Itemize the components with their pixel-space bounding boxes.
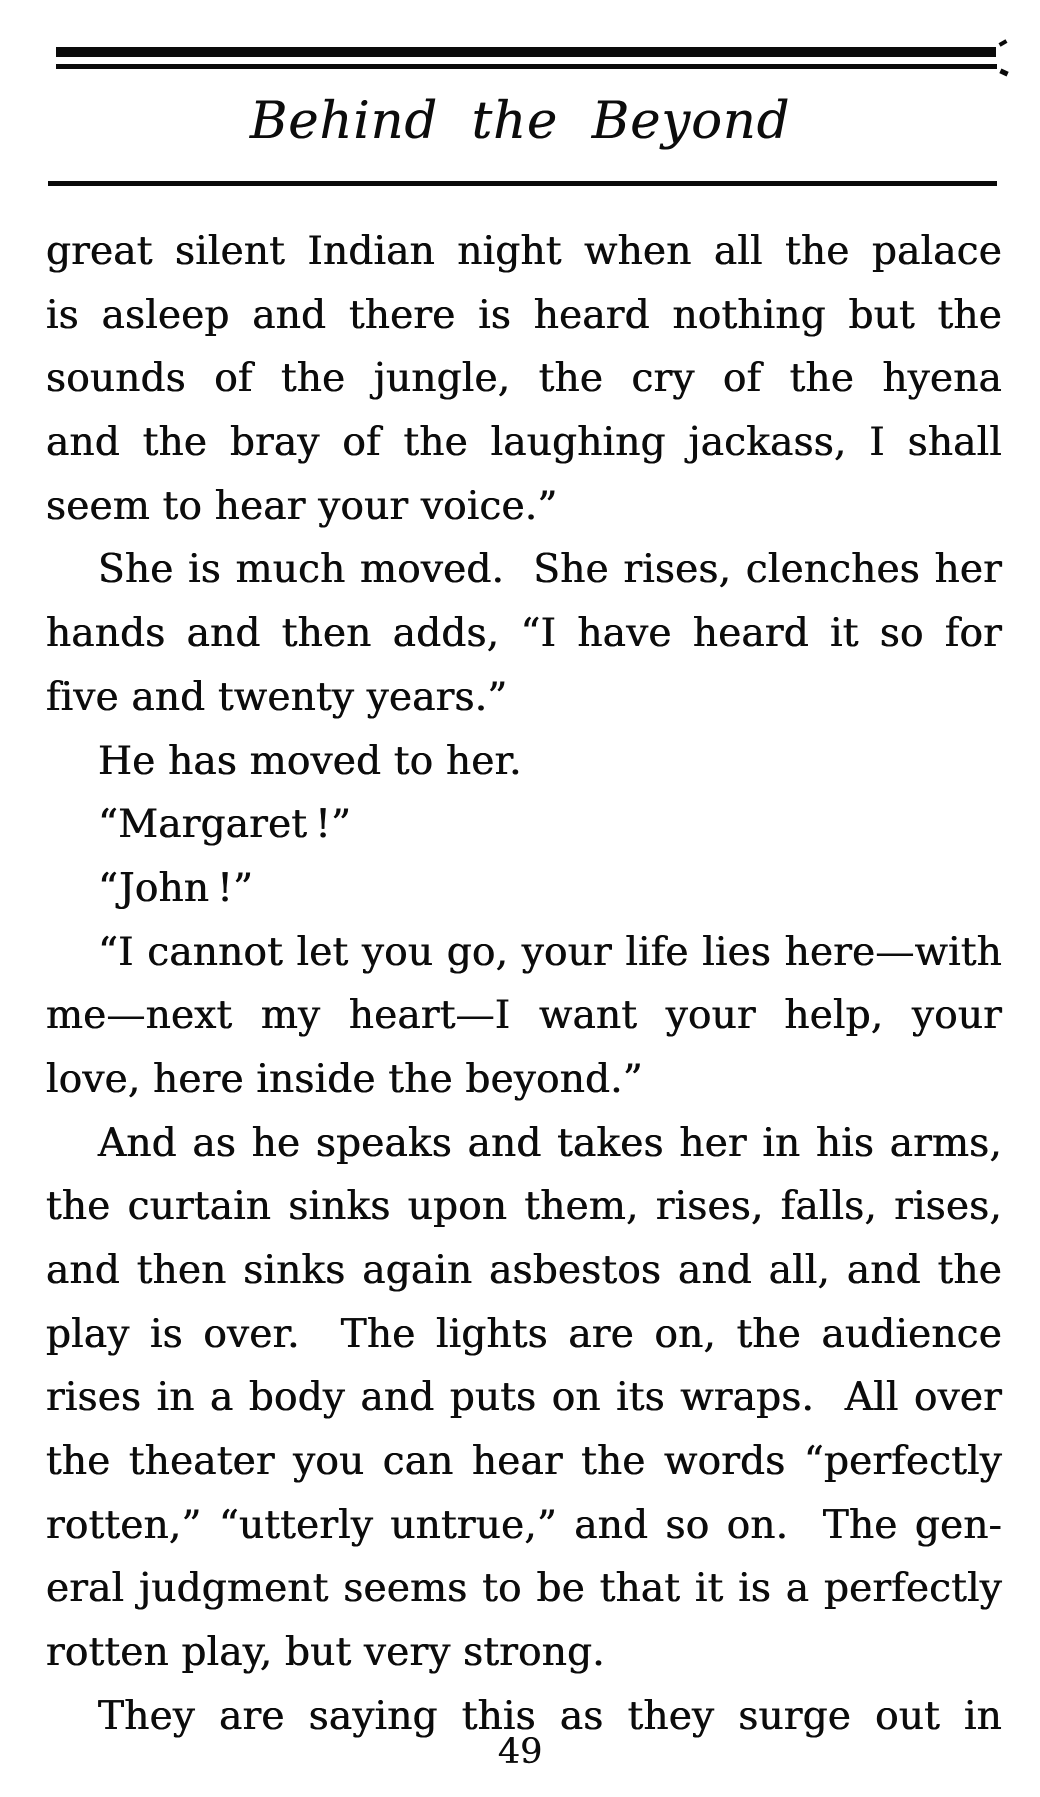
text-line: They are saying this as they surge out in (98, 1693, 1002, 1739)
text-line: is asleep and there is heard nothing but the (46, 292, 1002, 338)
text-line: He has moved to her. (98, 738, 522, 784)
text-line: play is over. The lights are on, the audience (46, 1311, 1002, 1357)
text-line: “I cannot let you go, your life lies here—with (98, 929, 1002, 975)
text-line: eral judgment seems to be that it is a perfectly (46, 1566, 1002, 1612)
text-line: and then sinks again asbestos and all, and the (46, 1248, 1002, 1293)
text-line: “John !” (98, 865, 254, 911)
text-line: rotten,” “utterly untrue,” and so on. The gen- (46, 1502, 1002, 1548)
text-line: the curtain sinks upon them, rises, falls, rises, (46, 1184, 1002, 1230)
top-rule-thick (56, 47, 996, 57)
text-line: me—next my heart—I want your help, your (46, 993, 1002, 1039)
text-line: love, here inside the beyond.” (46, 1056, 643, 1102)
title-underline-rule (48, 181, 997, 186)
text-line: great silent Indian night when all the palace (46, 229, 1002, 274)
scan-artifact (999, 69, 1008, 77)
text-line: “Margaret !” (98, 802, 352, 848)
text-line: rises in a body and puts on its wraps. All over (46, 1375, 1002, 1421)
text-line: five and twenty years.” (46, 674, 508, 720)
text-line: hands and then adds, “I have heard it so for (46, 611, 1002, 657)
top-rule-thin (56, 64, 997, 69)
page-number: 49 (497, 1732, 543, 1772)
text-line: She is much moved. She rises, clenches her (98, 547, 1002, 593)
running-title: Behind the Beyond (249, 92, 791, 151)
text-line: rotten play, but very strong. (46, 1630, 605, 1676)
text-line: and the bray of the laughing jackass, I shall (46, 420, 1002, 466)
body-text (46, 220, 1002, 1749)
text-line: seem to hear your voice.” (46, 483, 558, 529)
text-line: And as he speaks and takes her in his arms, (98, 1120, 1002, 1166)
text-line: the theater you can hear the words “perfectly (46, 1439, 1002, 1485)
scan-artifact (999, 39, 1008, 46)
text-line: sounds of the jungle, the cry of the hyena (46, 356, 1002, 402)
